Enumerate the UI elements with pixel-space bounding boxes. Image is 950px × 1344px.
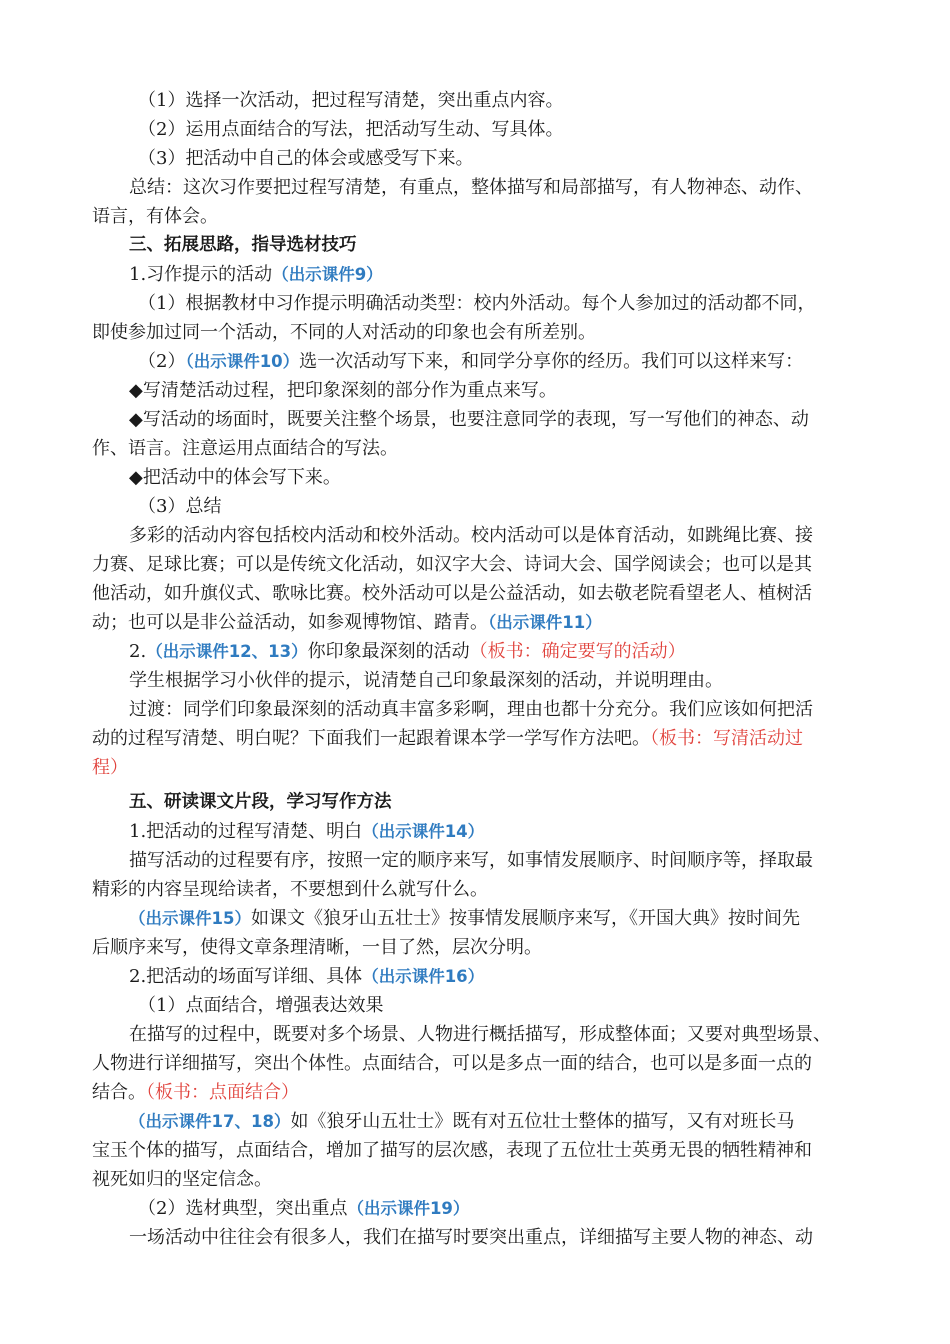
paragraph-line xyxy=(92,637,862,666)
paragraph-line xyxy=(92,608,862,637)
paragraph-line xyxy=(92,260,862,289)
paragraph-line xyxy=(92,817,862,846)
paragraph-line: （1）根据教材中习作提示明确活动类型：校内外活动。每个人参加过的活动都不同， xyxy=(138,293,816,314)
text-run: 1.把活动的过程写清楚、明白 xyxy=(129,821,363,842)
paragraph-line: （3）把活动中自己的体会或感受写下来。 xyxy=(138,148,474,169)
text-run: 2. xyxy=(129,641,147,662)
bullet-line: ◆写活动的场面时，既要关注整个场景，也要注意同学的表现，写一写他们的神态、动 xyxy=(129,409,809,430)
text-run: 动；也可以是非公益活动，如参观博物馆、踏青。 xyxy=(92,612,488,633)
courseware-note: （出示课件10） xyxy=(185,352,300,371)
paragraph-line: 力赛、足球比赛；可以是传统文化活动，如汉字大会、诗词大会、国学阅读会；也可以是其 xyxy=(92,554,812,575)
bullet-line: ◆把活动中的体会写下来。 xyxy=(129,467,341,488)
paragraph-line xyxy=(92,1107,862,1136)
paragraph-line: 作、语言。注意运用点面结合的写法。 xyxy=(92,438,398,459)
courseware-note: （出示课件11） xyxy=(488,613,602,632)
paragraph-line xyxy=(92,1078,862,1107)
paragraph-line: 精彩的内容呈现给读者，不要想到什么就写什么。 xyxy=(92,879,488,900)
paragraph-line: 描写活动的过程要有序，按照一定的顺序来写，如事情发展顺序、时间顺序等，择取最 xyxy=(129,850,813,871)
board-note: （板书：写清活动过 xyxy=(650,728,803,749)
document-page xyxy=(92,86,862,1252)
bullet-line: ◆写清楚活动过程，把印象深刻的部分作为重点来写。 xyxy=(129,380,557,401)
paragraph-line: 多彩的活动内容包括校内活动和校外活动。校内活动可以是体育活动，如跳绳比赛、接 xyxy=(129,525,813,546)
paragraph-line: 过渡：同学们印象最深刻的活动真丰富多彩啊，理由也都十分充分。我们应该如何把活 xyxy=(129,699,813,720)
paragraph-line: （1）点面结合，增强表达效果 xyxy=(138,995,384,1016)
courseware-note: （出示课件19） xyxy=(347,1199,470,1218)
paragraph-line: 人物进行详细描写，突出个体性。点面结合，可以是多点一面的结合，也可以是多面一点的 xyxy=(92,1053,812,1074)
paragraph-line xyxy=(92,962,862,991)
paragraph-line: 视死如归的坚定信念。 xyxy=(92,1169,272,1190)
text-run: 如课文《狼牙山五壮士》按事情发展顺序来写，《开国大典》按时间先 xyxy=(250,908,800,929)
paragraph-line: （3）总结 xyxy=(138,496,222,517)
paragraph-line xyxy=(92,724,862,753)
paragraph-line: 学生根据学习小伙伴的提示，说清楚自己印象最深刻的活动，并说明理由。 xyxy=(129,670,723,691)
text-run: 动的过程写清楚、明白呢？下面我们一起跟着课本学一学写作方法吧。 xyxy=(92,728,650,749)
text-run: 2.把活动的场面写详细、具体 xyxy=(129,966,363,987)
courseware-note: （出示课件16） xyxy=(362,967,485,986)
text-run: 结合。 xyxy=(92,1082,146,1103)
paragraph-line: 语言，有体会。 xyxy=(92,206,218,227)
paragraph-line: （2）运用点面结合的写法，把活动写生动、写具体。 xyxy=(138,119,564,140)
paragraph-line: 即使参加过同一个活动，不同的人对活动的印象也会有所差别。 xyxy=(92,322,596,343)
paragraph-line: 后顺序来写，使得文章条理清晰，一目了然，层次分明。 xyxy=(92,937,542,958)
board-note: 程） xyxy=(92,757,128,778)
paragraph-line xyxy=(92,1194,862,1223)
section-heading: 五、研读课文片段，学习写作方法 xyxy=(129,792,392,812)
courseware-note: （出示课件17、18） xyxy=(129,1112,291,1131)
section-heading: 三、拓展思路，指导选材技巧 xyxy=(129,235,357,255)
text-run: 如《狼牙山五壮士》既有对五位壮士整体的描写，又有对班长马 xyxy=(290,1111,795,1132)
paragraph-line: （1）选择一次活动，把过程写清楚，突出重点内容。 xyxy=(138,90,564,111)
paragraph-line: 他活动，如升旗仪式、歌咏比赛。校外活动可以是公益活动，如去敬老院看望老人、植树活 xyxy=(92,583,812,604)
paragraph-line xyxy=(92,904,862,933)
text-run: 1.习作提示的活动 xyxy=(129,264,273,285)
board-note: （板书：确定要写的活动） xyxy=(469,641,686,662)
courseware-note: （出示课件9） xyxy=(272,265,383,284)
text-run: （2） xyxy=(138,351,186,372)
paragraph-line: 总结：这次习作要把过程写清楚，有重点，整体描写和局部描写，有人物神态、动作、 xyxy=(129,177,813,198)
text-run: 你印象最深刻的活动 xyxy=(307,641,470,662)
courseware-note: （出示课件12、13） xyxy=(146,642,308,661)
paragraph-line: 在描写的过程中，既要对多个场景、人物进行概括描写，形成整体面；又要对典型场景、 xyxy=(129,1024,831,1045)
text-run: 选一次活动写下来，和同学分享你的经历。我们可以这样来写： xyxy=(299,351,804,372)
paragraph-line xyxy=(92,347,862,376)
board-note: （板书：点面结合） xyxy=(146,1082,299,1103)
courseware-note: （出示课件14） xyxy=(362,822,485,841)
text-run: （2）选材典型，突出重点 xyxy=(138,1198,348,1219)
paragraph-line: 一场活动中往往会有很多人，我们在描写时要突出重点，详细描写主要人物的神态、动 xyxy=(129,1227,813,1248)
paragraph-line: 宝玉个体的描写，点面结合，增加了描写的层次感，表现了五位壮士英勇无畏的牺牲精神和 xyxy=(92,1140,812,1161)
courseware-note: （出示课件15） xyxy=(129,909,251,928)
